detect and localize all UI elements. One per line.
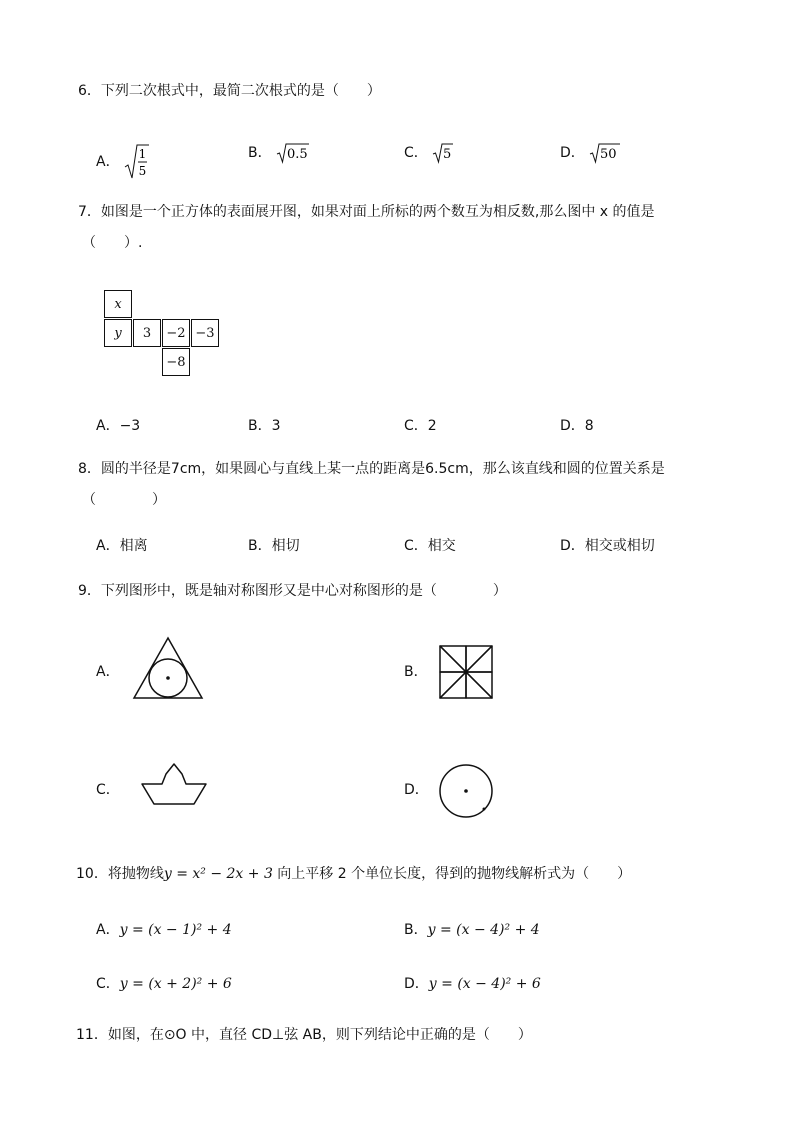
q10-option-b-formula: y = (x − 4)² + 4 bbox=[427, 922, 540, 938]
question-10-stem bbox=[76, 864, 631, 884]
q6-option-d-letter: D． bbox=[560, 145, 585, 161]
q8-option-d: D．相交或相切 bbox=[560, 538, 655, 554]
q6-b-radicand: 0.5 bbox=[287, 147, 308, 162]
q7-option-d: D．8 bbox=[560, 418, 594, 434]
q9-option-b-label: B． bbox=[404, 664, 428, 680]
question-7-stem-line2: （ ）. bbox=[82, 235, 143, 251]
q6-a-numerator: 1 bbox=[138, 147, 147, 161]
q8-option-c: C．相交 bbox=[404, 538, 456, 554]
net-cell-minus3: −3 bbox=[191, 319, 219, 347]
net-cell-x: x bbox=[104, 290, 132, 318]
q10-option-a-letter: A． bbox=[96, 922, 120, 938]
q7-option-a: A．−3 bbox=[96, 418, 141, 434]
q8-option-b: B．相切 bbox=[248, 538, 300, 554]
net-cell-3: 3 bbox=[133, 319, 161, 347]
q6-a-denominator: 5 bbox=[138, 164, 147, 178]
q10-option-d bbox=[404, 974, 541, 994]
q6-d-radicand: 50 bbox=[600, 147, 617, 162]
q10-stem-suffix: 向上平移 2 个单位长度，得到的抛物线解析式为（ ） bbox=[272, 866, 632, 882]
q6-option-b-radical bbox=[276, 142, 310, 164]
q6-option-a bbox=[96, 142, 150, 182]
net-cell-minus2: −2 bbox=[162, 319, 190, 347]
net-cell-y: y bbox=[104, 319, 132, 347]
q6-option-d bbox=[560, 142, 621, 164]
question-9-stem: 9．下列图形中，既是轴对称图形又是中心对称图形的是（ ） bbox=[78, 583, 507, 599]
q10-option-c-letter: C． bbox=[96, 976, 120, 992]
q10-stem-prefix: 10．将抛物线 bbox=[76, 866, 164, 882]
pinwheel-figure bbox=[438, 644, 494, 700]
q9-option-c-label: C． bbox=[96, 782, 120, 798]
question-6-stem: 6．下列二次根式中，最简二次根式的是（ ） bbox=[78, 83, 381, 99]
paper-boat-figure bbox=[140, 762, 208, 806]
q10-option-c bbox=[96, 974, 232, 994]
q10-option-d-formula: y = (x − 4)² + 6 bbox=[428, 976, 541, 992]
q8-option-a: A．相离 bbox=[96, 538, 148, 554]
q6-option-b-letter: B． bbox=[248, 145, 272, 161]
q10-option-b bbox=[404, 920, 540, 940]
q6-option-a-letter: A． bbox=[96, 154, 120, 170]
q10-option-d-letter: D． bbox=[404, 976, 429, 992]
question-7-stem-line1: 7．如图是一个正方体的表面展开图，如果对面上所标的两个数互为相反数,那么图中 x 的值是 bbox=[78, 204, 655, 220]
circle-with-center-figure bbox=[436, 762, 496, 820]
q9-option-a-label: A． bbox=[96, 664, 120, 680]
q6-option-c-letter: C． bbox=[404, 145, 428, 161]
q6-option-a-radical bbox=[124, 142, 150, 182]
net-cell-minus8: −8 bbox=[162, 348, 190, 376]
question-8-stem-line2: （ ） bbox=[82, 492, 166, 508]
q10-option-c-formula: y = (x + 2)² + 6 bbox=[119, 976, 232, 992]
q6-option-c bbox=[404, 142, 454, 164]
question-11-stem: 11．如图，在⊙O 中，直径 CD⊥弦 AB，则下列结论中正确的是（ ） bbox=[76, 1027, 532, 1043]
q10-stem-formula: y = x² − 2x + 3 bbox=[163, 866, 273, 882]
cube-net-figure bbox=[104, 290, 220, 380]
question-8-stem-line1: 8．圆的半径是7cm，如果圆心与直线上某一点的距离是6.5cm，那么该直线和圆的位置关系是 bbox=[78, 461, 665, 477]
q10-option-b-letter: B． bbox=[404, 922, 428, 938]
q6-c-radicand: 5 bbox=[443, 147, 452, 162]
q10-option-a bbox=[96, 920, 232, 940]
triangle-with-incircle-figure bbox=[132, 636, 204, 700]
q7-option-b: B．3 bbox=[248, 418, 281, 434]
q9-option-d-label: D． bbox=[404, 782, 429, 798]
q7-option-c: C．2 bbox=[404, 418, 437, 434]
q6-option-b bbox=[248, 142, 310, 164]
q6-option-c-radical bbox=[432, 142, 454, 164]
q6-option-d-radical bbox=[589, 142, 621, 164]
q10-option-a-formula: y = (x − 1)² + 4 bbox=[119, 922, 232, 938]
